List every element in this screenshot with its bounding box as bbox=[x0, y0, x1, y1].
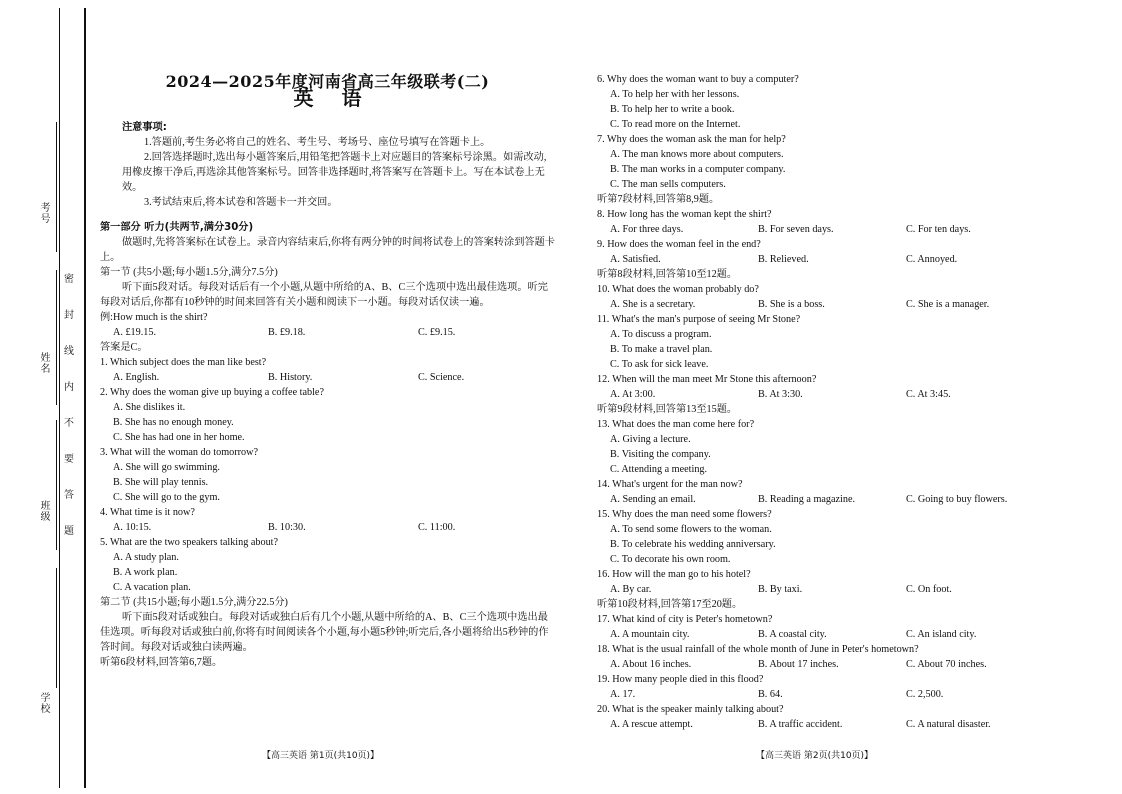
option-a: A. English. bbox=[113, 372, 160, 383]
question-15 bbox=[597, 507, 1027, 567]
question-1 bbox=[100, 355, 555, 385]
notice-item: 1.答题前,考生务必将自己的姓名、考生号、考场号、座位号填写在答题卡上。 bbox=[144, 137, 491, 148]
option-b: B. At 3:30. bbox=[758, 389, 803, 400]
exam-no-label: 考号 bbox=[38, 202, 49, 224]
question-9 bbox=[597, 237, 1027, 267]
option-a: A. She is a secretary. bbox=[610, 299, 696, 310]
option-b: B. 10:30. bbox=[268, 522, 306, 533]
option-c: C. To decorate his own room. bbox=[610, 554, 731, 565]
material-7-label: 听第7段材料,回答第8,9题。 bbox=[597, 194, 720, 205]
option-c: C. A natural disaster. bbox=[906, 719, 991, 730]
question-text: 20. What is the speaker mainly talking about? bbox=[597, 704, 784, 715]
school-underline bbox=[56, 568, 57, 688]
option-c: C. The man sells computers. bbox=[610, 179, 726, 190]
option-b: B. A work plan. bbox=[113, 567, 178, 578]
binding-solid-line bbox=[84, 8, 86, 788]
option-a: A. About 16 inches. bbox=[610, 659, 692, 670]
material-9-label: 听第9段材料,回答第13至15题。 bbox=[597, 404, 738, 415]
option-b: B. About 17 inches. bbox=[758, 659, 839, 670]
option-b: B. She has no enough money. bbox=[113, 417, 234, 428]
question-19 bbox=[597, 672, 1027, 702]
seal-char: 密 bbox=[64, 274, 74, 285]
material-8-label: 听第8段材料,回答第10至12题。 bbox=[597, 269, 738, 280]
exam-no-underline bbox=[56, 122, 57, 252]
option-b: B. To make a travel plan. bbox=[610, 344, 713, 355]
class-label: 班级 bbox=[38, 500, 49, 522]
option-c: C. She has had one in her home. bbox=[113, 432, 245, 443]
option-a: A. At 3:00. bbox=[610, 389, 656, 400]
seal-char: 不 bbox=[64, 418, 74, 429]
option-b: B. 64. bbox=[758, 689, 783, 700]
question-14 bbox=[597, 477, 1027, 507]
question-12 bbox=[597, 372, 1027, 402]
question-5 bbox=[100, 535, 555, 595]
notice-item: 2.回答选择题时,选出每小题答案后,用铅笔把答题卡上对应题目的答案标号涂黑。如需改动,用橡皮擦干净后,再选涂其他答案标号。回答非选择题时,将答案写在答题卡上。写在本试卷上无效。 bbox=[122, 152, 547, 193]
option-b: B. Visiting the company. bbox=[610, 449, 711, 460]
option-b: B. She will play tennis. bbox=[113, 477, 209, 488]
option-c: C. On foot. bbox=[906, 584, 952, 595]
section2-intro: 听下面5段对话或独白。每段对话或独白后有几个小题,从题中所给的A、B、C三个选项中选出最佳选项。听每段对话或独白前,你将有时间阅读各个小题,每小题5秒钟;听完后,各小题将给出5秒钟的作答时间。每段对话或独白读两遍。 bbox=[100, 612, 549, 653]
binding-strip bbox=[0, 0, 90, 794]
seal-char: 封 bbox=[64, 310, 74, 321]
right-column bbox=[597, 72, 1027, 732]
material-10-label: 听第10段材料,回答第17至20题。 bbox=[597, 599, 743, 610]
option-a: A. 17. bbox=[610, 689, 636, 700]
question-text: 例:How much is the shirt? bbox=[100, 312, 208, 323]
example-answer: 答案是C。 bbox=[100, 342, 148, 353]
option-c: C. Annoyed. bbox=[906, 254, 958, 265]
option-c: C. 11:00. bbox=[418, 522, 456, 533]
example-question bbox=[100, 310, 555, 355]
exam-title: 2024—2025年度河南省高三年级联考(二) bbox=[165, 72, 490, 91]
question-10 bbox=[597, 282, 1027, 312]
option-a: A. Giving a lecture. bbox=[610, 434, 691, 445]
question-text: 11. What's the man's purpose of seeing Mr Stone? bbox=[597, 314, 801, 325]
section1-intro: 听下面5段对话。每段对话后有一个小题,从题中所给的A、B、C三个选项中选出最佳选项。听完每段对话后,你都有10秒钟的时间来回答有关小题和阅读下一小题。每段对话仅读一遍。 bbox=[100, 282, 548, 308]
question-13 bbox=[597, 417, 1027, 477]
option-c: C. An island city. bbox=[906, 629, 977, 640]
option-c: C. 2,500. bbox=[906, 689, 944, 700]
notice-block bbox=[100, 120, 555, 210]
question-text: 4. What time is it now? bbox=[100, 507, 195, 518]
question-4 bbox=[100, 505, 555, 535]
option-b: B. To celebrate his wedding anniversary. bbox=[610, 539, 776, 550]
question-text: 15. Why does the man need some flowers? bbox=[597, 509, 772, 520]
option-a: A. By car. bbox=[610, 584, 652, 595]
option-a: A. She will go swimming. bbox=[113, 462, 220, 473]
option-b: B. For seven days. bbox=[758, 224, 834, 235]
option-a: A. A rescue attempt. bbox=[610, 719, 693, 730]
option-b: B. £9.18. bbox=[268, 327, 306, 338]
option-a: A. £19.15. bbox=[113, 327, 157, 338]
option-c: C. Attending a meeting. bbox=[610, 464, 708, 475]
option-c: C. A vacation plan. bbox=[113, 582, 191, 593]
question-11 bbox=[597, 312, 1027, 372]
option-c: C. £9.15. bbox=[418, 327, 456, 338]
option-a: A. For three days. bbox=[610, 224, 684, 235]
option-b: B. Relieved. bbox=[758, 254, 809, 265]
section2-heading: 第二节 (共15小题;每小题1.5分,满分22.5分) bbox=[100, 597, 288, 608]
seal-char: 内 bbox=[64, 382, 74, 393]
option-c: C. Going to buy flowers. bbox=[906, 494, 1008, 505]
option-a: A. A mountain city. bbox=[610, 629, 690, 640]
question-text: 16. How will the man go to his hotel? bbox=[597, 569, 751, 580]
question-6 bbox=[597, 72, 1027, 132]
seal-char: 要 bbox=[64, 454, 74, 465]
question-text: 14. What's urgent for the man now? bbox=[597, 479, 743, 490]
class-underline bbox=[56, 420, 57, 550]
seal-char: 线 bbox=[64, 346, 74, 357]
option-b: B. A traffic accident. bbox=[758, 719, 843, 730]
question-20 bbox=[597, 702, 1027, 732]
option-b: B. She is a boss. bbox=[758, 299, 825, 310]
option-c: C. She is a manager. bbox=[906, 299, 990, 310]
section1-heading: 第一节 (共5小题;每小题1.5分,满分7.5分) bbox=[100, 267, 278, 278]
question-3 bbox=[100, 445, 555, 505]
question-16 bbox=[597, 567, 1027, 597]
question-text: 9. How does the woman feel in the end? bbox=[597, 239, 761, 250]
option-c: C. At 3:45. bbox=[906, 389, 951, 400]
question-8 bbox=[597, 207, 1027, 237]
option-a: A. Satisfied. bbox=[610, 254, 661, 265]
option-c: C. To read more on the Internet. bbox=[610, 119, 741, 130]
binding-dashed-line bbox=[59, 8, 60, 788]
question-text: 13. What does the man come here for? bbox=[597, 419, 755, 430]
page-footer-right: 【高三英语 第2页(共10页)】 bbox=[756, 751, 874, 761]
name-label: 姓名 bbox=[38, 352, 49, 374]
question-text: 3. What will the woman do tomorrow? bbox=[100, 447, 258, 458]
option-a: A. Sending an email. bbox=[610, 494, 696, 505]
option-c: C. To ask for sick leave. bbox=[610, 359, 709, 370]
question-text: 8. How long has the woman kept the shirt? bbox=[597, 209, 772, 220]
question-text: 12. When will the man meet Mr Stone this afternoon? bbox=[597, 374, 817, 385]
notice-heading: 注意事项: bbox=[122, 122, 167, 133]
option-c: C. About 70 inches. bbox=[906, 659, 987, 670]
seal-char: 题 bbox=[64, 526, 74, 537]
part1-intro: 做题时,先将答案标在试卷上。录音内容结束后,你将有两分钟的时间将试卷上的答案转涂到答题卡上。 bbox=[100, 237, 555, 263]
question-text: 19. How many people died in this flood? bbox=[597, 674, 764, 685]
question-7 bbox=[597, 132, 1027, 192]
option-a: A. A study plan. bbox=[113, 552, 179, 563]
question-17 bbox=[597, 612, 1027, 642]
seal-char: 答 bbox=[64, 490, 74, 501]
question-2 bbox=[100, 385, 555, 445]
page-footer-left: 【高三英语 第1页(共10页)】 bbox=[262, 751, 380, 761]
option-c: C. For ten days. bbox=[906, 224, 971, 235]
name-underline bbox=[56, 270, 57, 405]
material-6-label: 听第6段材料,回答第6,7题。 bbox=[100, 657, 223, 668]
option-a: A. To discuss a program. bbox=[610, 329, 712, 340]
question-text: 5. What are the two speakers talking about? bbox=[100, 537, 279, 548]
question-text: 1. Which subject does the man like best? bbox=[100, 357, 267, 368]
option-b: B. History. bbox=[268, 372, 313, 383]
option-b: B. By taxi. bbox=[758, 584, 803, 595]
option-a: A. To send some flowers to the woman. bbox=[610, 524, 772, 535]
option-b: B. The man works in a computer company. bbox=[610, 164, 786, 175]
option-b: B. To help her to write a book. bbox=[610, 104, 735, 115]
option-a: A. She dislikes it. bbox=[113, 402, 186, 413]
option-c: C. Science. bbox=[418, 372, 465, 383]
option-a: A. 10:15. bbox=[113, 522, 152, 533]
part1-heading: 第一部分 听力(共两节,满分30分) bbox=[100, 222, 254, 233]
option-c: C. She will go to the gym. bbox=[113, 492, 220, 503]
question-text: 10. What does the woman probably do? bbox=[597, 284, 759, 295]
option-b: B. A coastal city. bbox=[758, 629, 827, 640]
question-text: 18. What is the usual rainfall of the whole month of June in Peter's hometown? bbox=[597, 644, 919, 655]
question-text: 6. Why does the woman want to buy a computer? bbox=[597, 74, 799, 85]
left-column bbox=[100, 72, 555, 670]
school-label: 学校 bbox=[38, 692, 49, 714]
option-a: A. The man knows more about computers. bbox=[610, 149, 784, 160]
option-b: B. Reading a magazine. bbox=[758, 494, 856, 505]
notice-item: 3.考试结束后,将本试卷和答题卡一并交回。 bbox=[144, 197, 338, 208]
question-text: 7. Why does the woman ask the man for help? bbox=[597, 134, 786, 145]
option-a: A. To help her with her lessons. bbox=[610, 89, 740, 100]
question-text: 17. What kind of city is Peter's hometown? bbox=[597, 614, 773, 625]
question-text: 2. Why does the woman give up buying a coffee table? bbox=[100, 387, 324, 398]
question-18 bbox=[597, 642, 1027, 672]
subject-title: 英语 bbox=[293, 86, 390, 110]
